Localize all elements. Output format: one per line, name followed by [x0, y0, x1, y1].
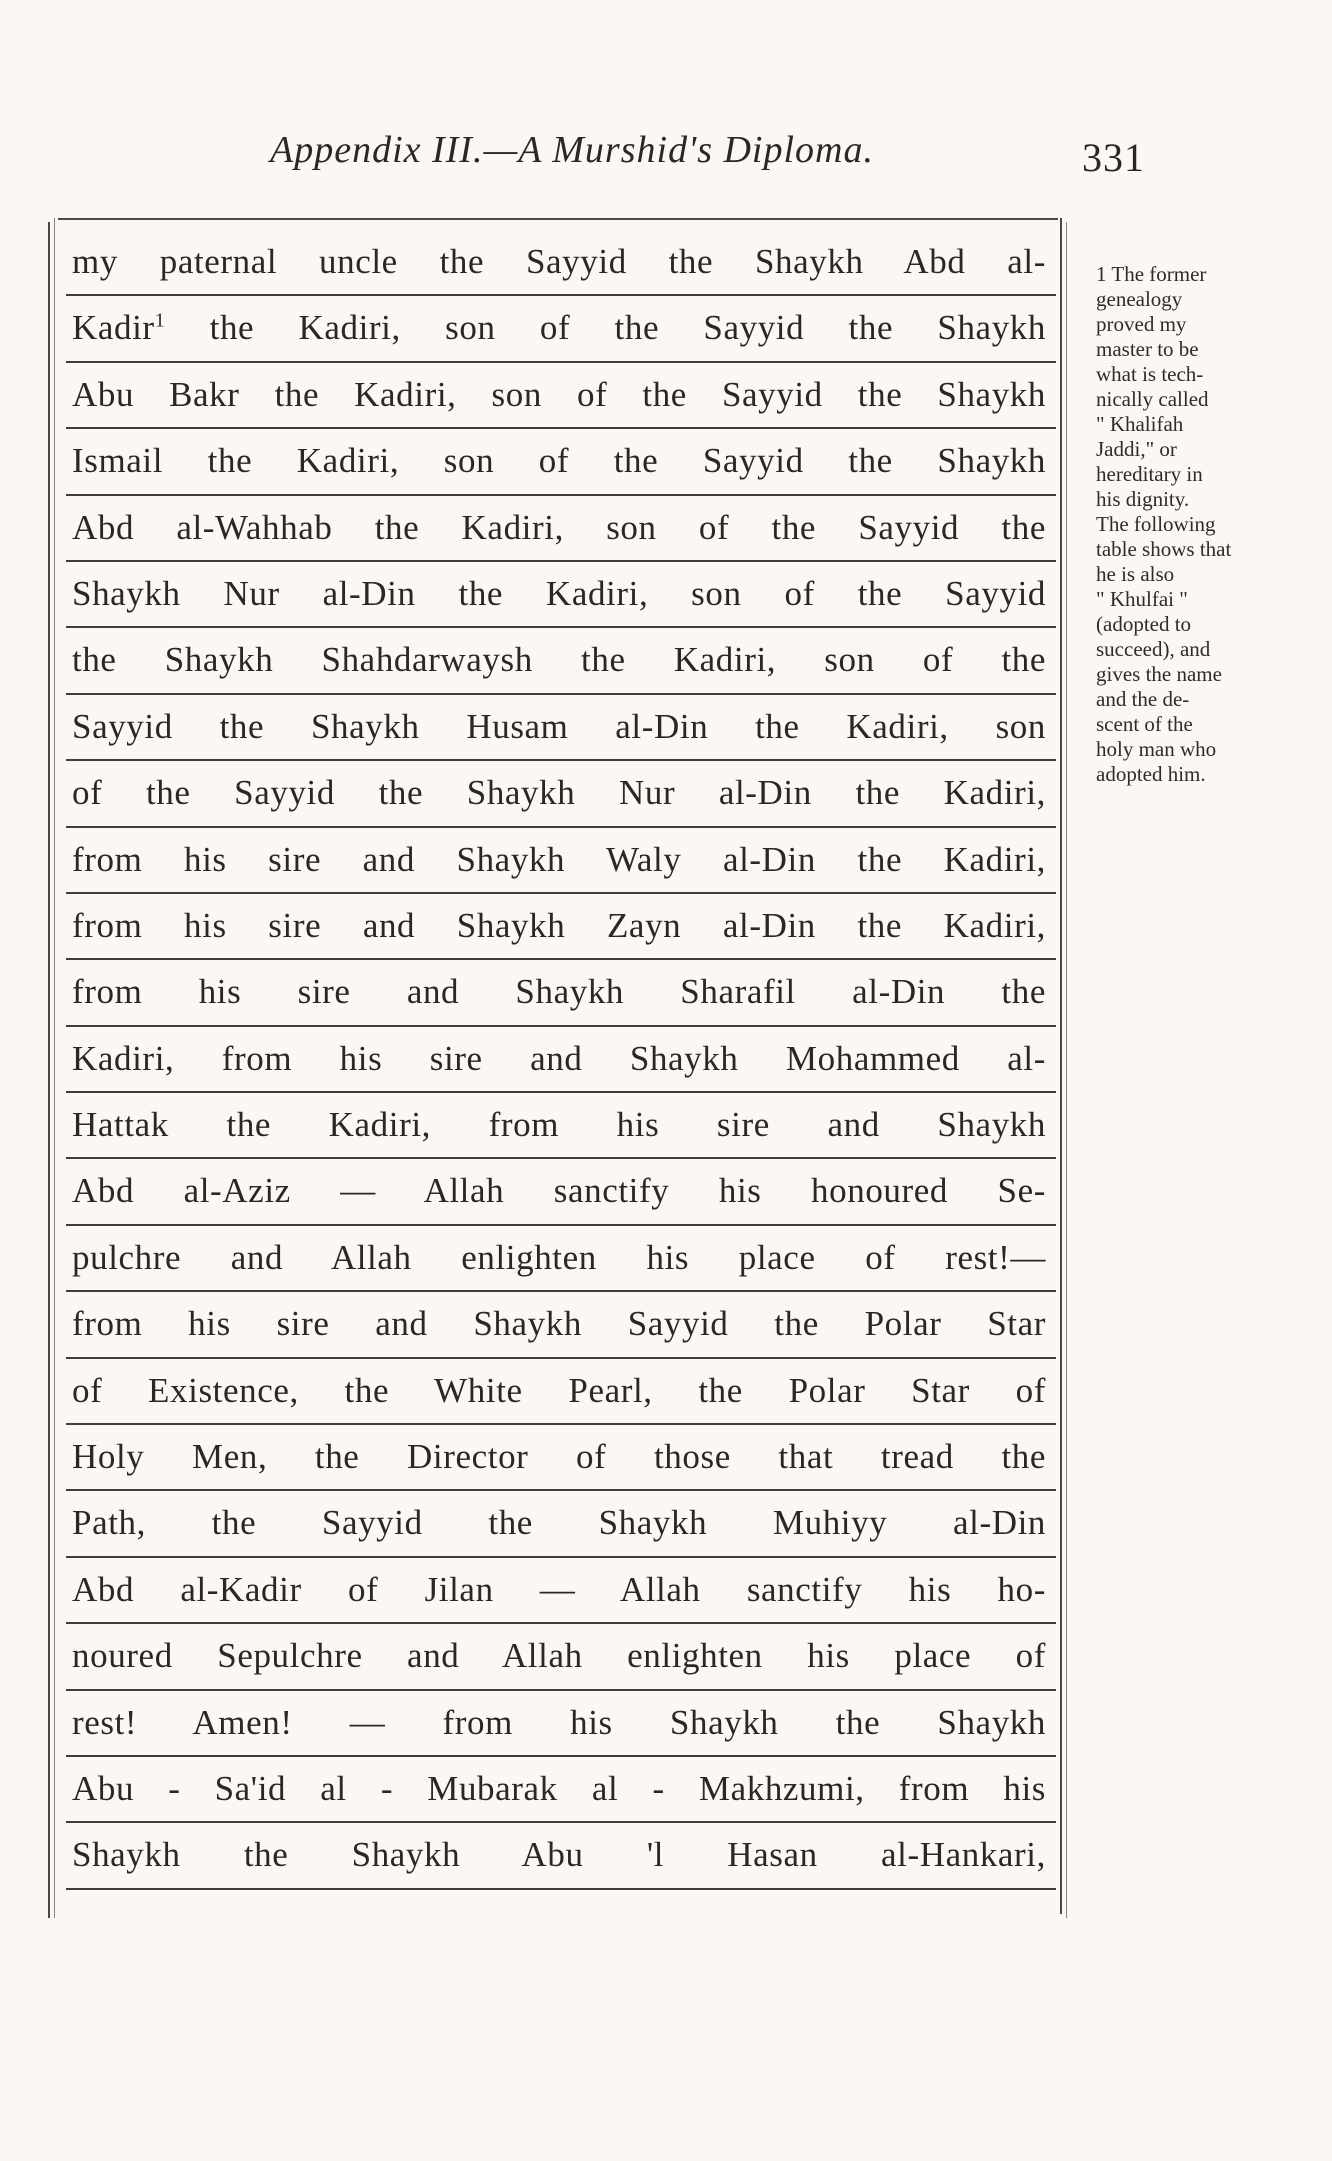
- table-row: [66, 1691, 1056, 1757]
- table-row: [66, 1093, 1056, 1159]
- footnote-reference: 1: [154, 309, 166, 332]
- row-text-start: Kadir: [72, 308, 155, 348]
- table-row: [66, 1558, 1056, 1624]
- table-row: [66, 628, 1056, 694]
- note-line: genealogy: [1096, 287, 1183, 311]
- note-line: hereditary in: [1096, 462, 1203, 486]
- table-row: [66, 1823, 1056, 1889]
- page-header: [0, 128, 1332, 188]
- row-text: Path, the Sayyid the Shaykh Muhiyy al-Din: [72, 1503, 1046, 1543]
- row-text: Kadiri, from his sire and Shaykh Mohammed al-: [72, 1038, 1046, 1078]
- note-line: gives the name: [1096, 662, 1222, 686]
- table-row: [66, 1226, 1056, 1292]
- row-text: pulchre and Allah enlighten his place of rest!—: [72, 1237, 1046, 1277]
- table-row: [66, 1624, 1056, 1690]
- row-text: Abd al-Aziz — Allah sanctify his honoured Se-: [72, 1171, 1046, 1211]
- note-line: his dignity.: [1096, 487, 1190, 511]
- table-row: [66, 1292, 1056, 1358]
- row-text: Abd al-Wahhab the Kadiri, son of the Sayyid the: [72, 507, 1046, 547]
- table-right-outer-rule: [1066, 222, 1067, 1918]
- table-left-inner-rule: [54, 218, 55, 1918]
- row-text: from his sire and Shaykh Sayyid the Polar Star: [72, 1304, 1046, 1344]
- row-text: Sayyid the Shaykh Husam al-Din the Kadiri, son: [72, 706, 1046, 746]
- note-line: succeed), and: [1096, 637, 1211, 661]
- table-row: [66, 761, 1056, 827]
- note-line: table shows that: [1096, 537, 1232, 561]
- note-line: and the de-: [1096, 687, 1190, 711]
- table-row: [66, 1159, 1056, 1225]
- table-row: [66, 230, 1056, 296]
- page-number: 331: [1082, 135, 1145, 180]
- table-row: [66, 960, 1056, 1026]
- row-text: Ismail the Kadiri, son of the Sayyid the Shaykh: [72, 441, 1046, 481]
- note-line: proved my: [1096, 312, 1187, 336]
- table-top-rule: [58, 218, 1058, 220]
- row-text: Abd al-Kadir of Jilan — Allah sanctify his ho-: [72, 1569, 1046, 1609]
- row-text: Abu Bakr the Kadiri, son of the Sayyid the Shaykh: [72, 374, 1046, 414]
- table-row: [66, 429, 1056, 495]
- table-row: [66, 1491, 1056, 1557]
- row-text: Holy Men, the Director of those that tread the: [72, 1437, 1046, 1477]
- note-line: holy man who: [1096, 737, 1217, 761]
- row-text: noured Sepulchre and Allah enlighten his place of: [72, 1636, 1046, 1676]
- running-head: Appendix III.—A Murshid's Diploma.: [270, 129, 874, 171]
- row-text: [72, 306, 1046, 350]
- note-line: (adopted to: [1096, 612, 1192, 636]
- footnote-margin-note: [1096, 262, 1326, 787]
- row-text: Shaykh Nur al-Din the Kadiri, son of the Sayyid: [72, 573, 1046, 613]
- table-rows: [66, 230, 1056, 1890]
- note-line: nically called: [1096, 387, 1209, 411]
- note-line: " Khulfai ": [1096, 587, 1188, 611]
- note-line: " Khalifah: [1096, 412, 1184, 436]
- row-text: of the Sayyid the Shaykh Nur al-Din the Kadiri,: [72, 773, 1046, 813]
- table-row: [66, 1027, 1056, 1093]
- note-line: adopted him.: [1096, 762, 1206, 786]
- row-text: the Shaykh Shahdarwaysh the Kadiri, son of the: [72, 640, 1046, 680]
- row-text: Hattak the Kadiri, from his sire and Shaykh: [72, 1105, 1046, 1145]
- row-text-end: the Kadiri, son of the Sayyid the Shaykh: [165, 308, 1046, 348]
- row-text: from his sire and Shaykh Waly al-Din the Kadiri,: [72, 839, 1046, 879]
- note-line: scent of the: [1096, 712, 1193, 736]
- table-row: [66, 894, 1056, 960]
- table-row: [66, 1425, 1056, 1491]
- table-row: [66, 496, 1056, 562]
- row-text: from his sire and Shaykh Zayn al-Din the Kadiri,: [72, 905, 1046, 945]
- table-row: [66, 1757, 1056, 1823]
- table-row: [66, 1359, 1056, 1425]
- note-line: The following: [1096, 512, 1216, 536]
- row-text: Abu - Sa'id al - Mubarak al - Makhzumi, from his: [72, 1768, 1046, 1808]
- genealogy-table: [48, 218, 1064, 1918]
- row-text: of Existence, the White Pearl, the Polar Star of: [72, 1370, 1046, 1410]
- table-row: [66, 695, 1056, 761]
- table-row: [66, 828, 1056, 894]
- row-text: rest! Amen! — from his Shaykh the Shaykh: [72, 1702, 1046, 1742]
- note-line: what is tech-: [1096, 362, 1204, 386]
- row-text: from his sire and Shaykh Sharafil al-Din the: [72, 972, 1046, 1012]
- note-line: master to be: [1096, 337, 1199, 361]
- row-text: my paternal uncle the Sayyid the Shaykh Abd al-: [72, 242, 1046, 281]
- table-row: [66, 296, 1056, 362]
- table-row: [66, 363, 1056, 429]
- table-left-rule: [48, 222, 50, 1918]
- table-right-rule: [1060, 218, 1062, 1914]
- row-text: Shaykh the Shaykh Abu 'l Hasan al-Hankari,: [72, 1835, 1046, 1875]
- note-line: he is also: [1096, 562, 1175, 586]
- note-line: 1 The former: [1096, 262, 1207, 286]
- note-line: Jaddi," or: [1096, 437, 1177, 461]
- table-row: [66, 562, 1056, 628]
